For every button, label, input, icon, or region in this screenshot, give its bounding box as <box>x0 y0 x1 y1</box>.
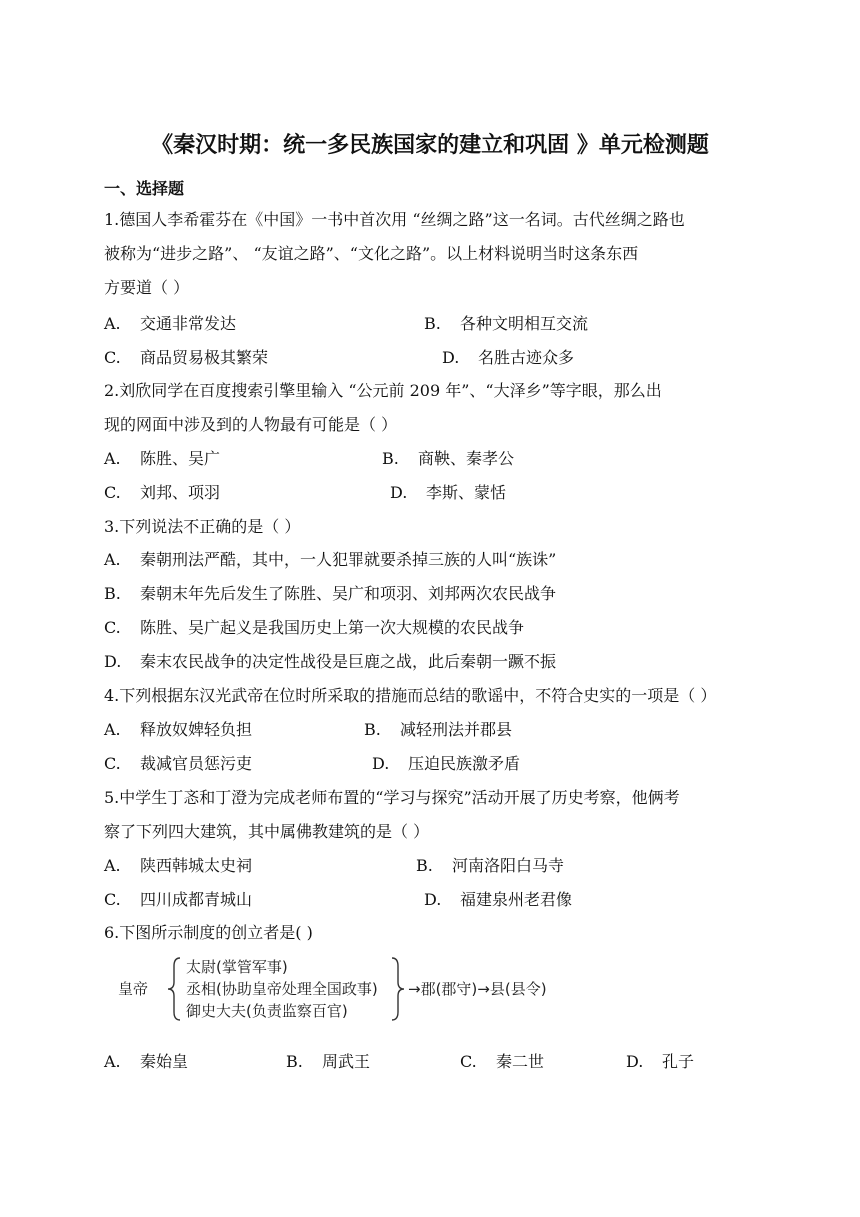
q1-option-d: D. 名胜古迹众多 <box>442 348 575 367</box>
q5-option-a: A. 陕西韩城太史祠 <box>104 856 253 875</box>
q6-option-c: C. 秦二世 <box>460 1052 545 1071</box>
q5-option-c: C. 四川成都青城山 <box>104 890 253 909</box>
q1-stem-line-1: 1.德国人李希霍芬在《中国》一书中首次用 “丝绸之路”这一名词。古代丝绸之路也 <box>104 210 685 229</box>
q2-option-a: A. 陈胜、吴广 <box>104 449 221 468</box>
q6-option-a: A. 秦始皇 <box>104 1052 189 1071</box>
q2-option-d: D. 李斯、蒙恬 <box>390 483 507 502</box>
q2-option-c: C. 刘邦、项羽 <box>104 483 221 502</box>
q5-stem-line-1: 5.中学生丁忞和丁澄为完成老师布置的“学习与探究”活动开展了历史考察，他俩考 <box>104 788 680 807</box>
left-brace-icon <box>166 956 182 1022</box>
q2-option-b: B. 商鞅、秦孝公 <box>382 449 515 468</box>
q4-option-d: D. 压迫民族激矛盾 <box>372 754 521 773</box>
diagram-official-chengxiang: 丞相(协助皇帝处理全国政事) <box>186 980 378 998</box>
q1-option-b: B. 各种文明相互交流 <box>424 314 589 333</box>
q6-option-b: B. 周武王 <box>286 1052 371 1071</box>
diagram-official-yushidafu: 御史大夫(负责监察百官) <box>186 1002 348 1020</box>
q4-option-b: B. 减轻刑法并郡县 <box>364 720 513 739</box>
q5-option-b: B. 河南洛阳白马寺 <box>416 856 565 875</box>
q4-option-a: A. 释放奴婢轻负担 <box>104 720 253 739</box>
q2-stem-line-1: 2.刘欣同学在百度搜索引擎里输入 “公元前 209 年”、“大泽乡”等字眼，那么出 <box>104 381 662 400</box>
q3-stem: 3.下列说法不正确的是（ ） <box>104 517 301 536</box>
qin-government-diagram <box>118 956 578 1024</box>
q1-stem-line-2: 被称为“进步之路”、 “友谊之路”、“文化之路”。以上材料说明当时这条东西 <box>104 244 639 263</box>
q4-option-c: C. 裁减官员惩污吏 <box>104 754 253 773</box>
q4-stem: 4.下列根据东汉光武帝在位时所采取的措施而总结的歌谣中，不符合史实的一项是（ ） <box>104 686 717 705</box>
q1-option-a: A. 交通非常发达 <box>104 314 237 333</box>
right-brace-icon <box>390 956 406 1022</box>
q5-option-d: D. 福建泉州老君像 <box>424 890 573 909</box>
page-title: 《秦汉时期：统一多民族国家的建立和巩固 》单元检测题 <box>151 133 709 158</box>
section-heading: 一、选择题 <box>104 179 185 198</box>
q3-option-a: A. 秦朝刑法严酷，其中，一人犯罪就要杀掉三族的人叫“族诛” <box>104 550 557 569</box>
q5-stem-line-2: 察了下列四大建筑，其中属佛教建筑的是（ ） <box>104 822 430 841</box>
q6-stem: 6.下图所示制度的创立者是( ) <box>104 923 313 942</box>
diagram-official-taiwei: 太尉(掌管军事) <box>186 958 288 976</box>
diagram-commandery-county-chain: →郡(郡守)→县(县令) <box>408 980 547 998</box>
q1-option-c: C. 商品贸易极其繁荣 <box>104 348 269 367</box>
q3-option-c: C. 陈胜、吴广起义是我国历史上第一次大规模的农民战争 <box>104 618 525 637</box>
q1-stem-line-3: 方要道（ ） <box>104 278 190 297</box>
q2-stem-line-2: 现的网面中涉及到的人物最有可能是（ ） <box>104 415 398 434</box>
q6-option-d: D. 孔子 <box>626 1052 695 1071</box>
diagram-emperor: 皇帝 <box>118 980 149 998</box>
q3-option-d: D. 秦末农民战争的决定性战役是巨鹿之战，此后秦朝一蹶不振 <box>104 652 557 671</box>
q3-option-b: B. 秦朝末年先后发生了陈胜、吴广和项羽、刘邦两次农民战争 <box>104 584 557 603</box>
